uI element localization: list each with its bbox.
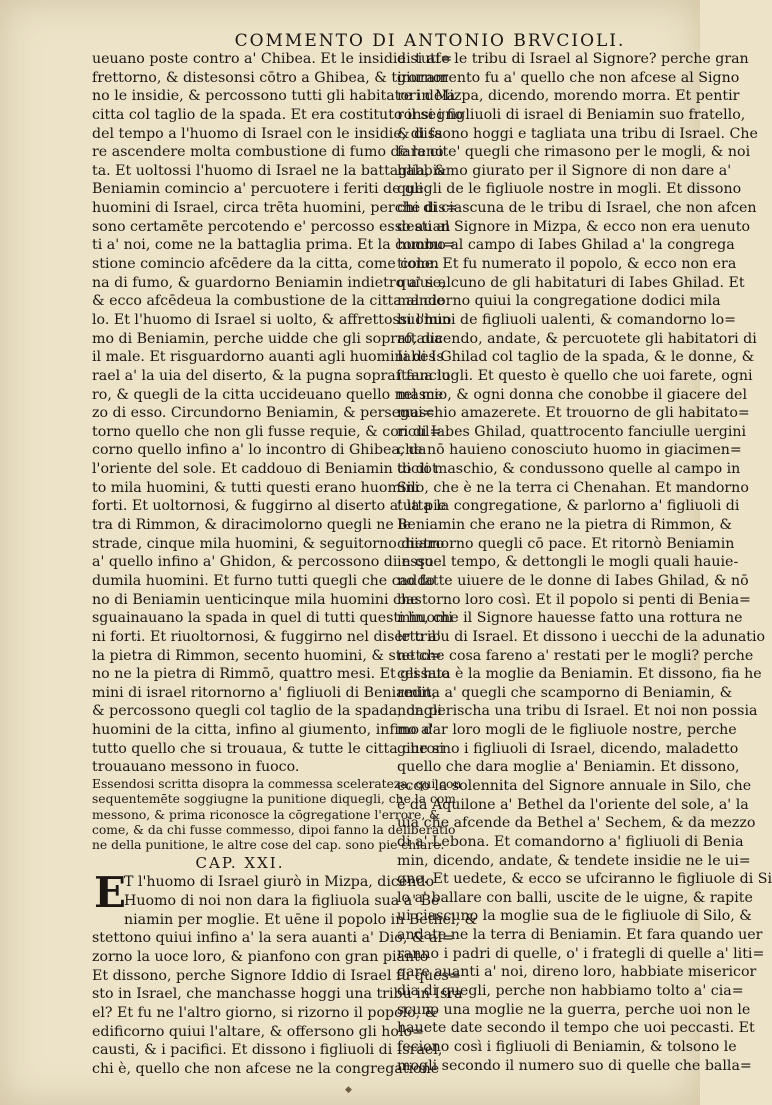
summary-line: sequentemēte soggiugne la punitione diquegli, che la com [92, 792, 456, 807]
text-line: la pietra di Rimmon, secento huomini, & stetto= [92, 647, 442, 664]
text-line: che nō hauieno conosciuto huomo in giacimen= [397, 442, 742, 459]
right-column-body [397, 50, 772, 1075]
text-line: quiui alcuno de gli habitaturi di Iabes Ghilad. Et [397, 274, 745, 291]
text-line: il male. Et risguardorno auanti agli huomini di Is [92, 349, 444, 366]
text-line: no fatte uiuere de le donne di Iabes Ghilad, & nō [397, 572, 749, 589]
text-line: sguainauano la spada in quel di tutti questi huomi [92, 610, 453, 627]
summary-line: Essendosi scritta disopra la commessa scelerateza, qui con [92, 776, 462, 791]
text-line: l'oriente del sole. Et caddouo di Beniamin diciot [92, 461, 438, 478]
text-line: uia che afcende da Bethel a' Sechem, & da mezzo [397, 815, 756, 832]
summary-line: ne della punitione, le altre cose del cap. sono pie chiare. [92, 838, 445, 853]
text-line: mogli secondo il numero suo di quelle che balla= [397, 1057, 752, 1074]
text-line: di tutte le tribu di Israel al Signore? perche gran [397, 51, 749, 67]
text-line: chiamorno quegli cō pace. Et ritornò Beniamin [397, 535, 735, 552]
text-line: Beniamin comincio a' percuotere i feriti de gli [92, 181, 424, 198]
text-line: giurorno i figliuoli di Israel, dicendo, maladetto [397, 740, 739, 757]
left-column-continuation [92, 929, 463, 1078]
text-line: non perischa una tribu di Israel. Et noi non possia [397, 703, 758, 720]
text-line: el? Et fu ne l'altro giorno, si rizorno il popolo, & [92, 1004, 438, 1021]
text-line: ne che cosa fareno a' restati per le mogli? perche [397, 647, 754, 664]
left-column [92, 50, 478, 1079]
chapter-opening-lines [124, 873, 478, 929]
text-line: sto in Israel, che manchasse hoggi una tribu in Isra [92, 986, 463, 1003]
summary-line: messono, & prima riconosce la cōgregatione l'errore, & [92, 807, 441, 822]
text-line: huomini de figliuoli ualenti, & comandorno lo= [397, 311, 737, 328]
text-line: giuramento fu a' quello che non afcese al Signo [397, 69, 740, 86]
text-line: mandorno quiui la congregatione dodici mila [397, 293, 721, 310]
text-line: lo. Et l'huomo di Israel si uolto, & affrettossi l'huo [92, 311, 452, 328]
text-line: dumila huomini. Et furno tutti quegli che caddo [92, 572, 435, 589]
text-line: quegli de le figliuole nostre in mogli. Et dissono [397, 181, 742, 198]
text-line: Iabes Ghilad col taglio de la spada, & le donne, & [397, 349, 755, 366]
text-line: bastorno loro così. Et il popolo si penti di Benia= [397, 591, 751, 608]
text-line: redita a' quegli che scamporno di Beniamin, & [397, 684, 733, 701]
text-line: Et dissono, perche Signore Iddio di Israel fu ques= [92, 967, 461, 984]
text-line: ui ciascuno la moglie sua de le figliuole di Silo, & [397, 908, 752, 925]
left-column-body [92, 50, 463, 777]
page-mark: ◆ [345, 1085, 352, 1095]
text-line: mo dar loro mogli de le figliuole nostre, perche [397, 722, 737, 739]
text-line: andate ne la terra di Beniamin. Et fara quando uer [397, 927, 763, 944]
chapter-opening [92, 868, 478, 929]
text-line: è da Aquilone a' Bethel da l'oriente del sole, a' la [397, 796, 749, 813]
text-line: ro, dicendo, andate, & percuotete gli habitatori di [397, 330, 757, 347]
text-line: ueuano poste contro a' Chibea. Et le insidie si af= [92, 51, 453, 67]
text-line: Beniamin che erano ne la pietra di Rimmon, & [397, 517, 733, 534]
text-line: corno quello infino a' lo incontro di Ghibea, da [92, 442, 427, 459]
text-line: & ecco afcēdeua la combustione de la citta al cie [92, 293, 445, 310]
text-line: a' quello infino a' Ghidon, & percossono di esso [92, 554, 434, 571]
text-line: mascio, & ogni donna che conobbe il giacere del [397, 386, 747, 403]
text-line: re in Mizpa, dicendo, morendo morra. Et pentir [397, 88, 740, 105]
text-line: hauete date secondo il tempo che uoi peccasti. Et [397, 1020, 755, 1037]
text-line: ri di Iabes Ghilad, quattrocento fanciulle uergini [397, 423, 747, 440]
text-line: ro, & quegli de la citta uccideuano quello nel me [92, 386, 444, 403]
text-line: to di maschio, & condussono quelle al campo in [397, 461, 741, 478]
chapter-heading: CAP. XXI. [195, 854, 285, 873]
text-line: causti, & i pacifici. Et dissono i figliuoli di Israel, [92, 1042, 443, 1059]
text-line: tutta la congregatione, & parlorno a' figliuoli di [397, 498, 740, 515]
text-line: zo di esso. Circundorno Beniamin, & persegui= [92, 405, 435, 422]
running-head: COMMENTO DI ANTONIO BRVCIOLI. [234, 31, 626, 51]
text-line: Huomo di noi non dara la figliuola sua a' Be [124, 893, 440, 910]
summary-line: come, & da chi fusse commesso, dipoi fanno la deliberatio [92, 822, 456, 837]
text-line: ni forti. Et riuoltornosi, & fuggirno nel diserto a' [92, 628, 441, 645]
text-line: ti a' noi, come ne la battaglia prima. Et la combu= [92, 237, 456, 254]
text-line: i fanciugli. Et questo è quello che uoi farete, ogni [397, 367, 753, 384]
text-line: quello che dara moglie a' Beniamin. Et dissono, [397, 759, 740, 776]
text-line: no di Beniamin uenticinque mila huomini che [92, 591, 419, 608]
text-line: ta. Et uoltossi l'huomo di Israel ne la battaglia, & [92, 162, 447, 179]
text-line: huomo al campo di Iabes Ghilad a' la congrega [397, 237, 735, 254]
text-line: T l'huomo di Israel giurò in Mizpa, dicendo [124, 874, 435, 891]
text-line: niamin per moglie. Et uēne il popolo in Bethel, & [124, 911, 478, 928]
text-line: to mila huomini, & tutti questi erano huomini [92, 479, 420, 496]
text-line: trouauano messono in fuoco. [92, 759, 300, 776]
text-line: cessata è la moglie da Beniamin. Et dissono, fia he [397, 666, 762, 683]
text-line: mini di israel ritornorno a' figliuoli di Beniamin, [92, 684, 437, 701]
text-line: ronsi i figliuoli di israel di Beniamin suo fratello, [397, 106, 746, 123]
text-line: na di fumo, & guardorno Beniamin indietro a' se, [92, 274, 446, 291]
text-line: in quel tempo, & dettongli le mogli quali hauie- [397, 554, 739, 571]
text-line: habbiamo giurato per il Signore di non dare a' [397, 162, 732, 179]
text-line: strade, cinque mila huomini, & seguitorno dietro [92, 535, 445, 552]
text-line: gare auanti a' noi, direno loro, habbiate misericor [397, 964, 757, 981]
text-line: maschio amazerete. Et trouorno de gli habitato= [397, 405, 750, 422]
text-line: edificorno quiui l'altare, & offersono gli holo= [92, 1023, 424, 1040]
text-line: le tribu di Israel. Et dissono i uecchi de la adunatio [397, 628, 766, 645]
text-line: frettorno, & distesonsi cōtro a Ghibea, & tirornor [92, 69, 449, 86]
text-line: tra di Rimmon, & diracimolorno quegli ne le [92, 517, 412, 534]
text-line: dia di quegli, perche non habbiamo tolto a' cia= [397, 983, 744, 1000]
text-line: tione. Et fu numerato il popolo, & ecco non era [397, 256, 737, 273]
text-line: min, che il Signore hauesse fatto una rottura ne [397, 610, 743, 627]
text-line: ecco la solennita del Signore annuale in Silo, che [397, 777, 752, 794]
text-line: chi è, quello che non afcese ne la congregatione [92, 1060, 440, 1077]
text-line: sono certamēte percotendo e' percosso esso auan [92, 218, 451, 235]
text-line: del tempo a l'huomo di Israel con le insidie, di fa [92, 125, 443, 142]
text-line: & percossono quegli col taglio de la spada, dagli [92, 703, 442, 720]
text-line: gne. Et uedete, & ecco se ufciranno le figliuole di Si [397, 871, 772, 888]
text-line: torno quello che non gli fusse requie, & concul= [92, 423, 442, 440]
text-line: & dissono hoggi e tagliata una tribu di Israel. Che [397, 125, 758, 142]
text-line: stione comincio afcēdere da la citta, come colon [92, 256, 439, 273]
text-line: feciono così i figliuoli di Beniamin, & tolsono le [397, 1038, 737, 1055]
drop-cap-letter: E [94, 868, 127, 918]
text-line: mo di Beniamin, perche uidde che gli sopraftaua [92, 330, 443, 347]
text-line: ranno i padri di quelle, o' i frategli di quelle a' liti= [397, 945, 765, 962]
chapter-summary [92, 776, 462, 853]
text-line: lo a' ballare con balli, uscite de le uigne, & rapite [397, 889, 753, 906]
text-line: re ascendere molta combustione di fumo de la cit [92, 144, 449, 161]
text-line: huomini di Israel, circa trēta huomini, perche dis= [92, 200, 458, 217]
right-column [397, 50, 772, 1075]
text-line: fareno e' quegli che rimasono per le mogli, & noi [397, 144, 751, 161]
text-line: zorno la uoce loro, & pianfono con gran pianto [92, 949, 429, 966]
text-line: scuno una moglie ne la guerra, perche uoi non le [397, 1001, 751, 1018]
text-line: chi di ciascuna de le tribu di Israel, che non afcen [397, 200, 757, 217]
text-line: no le insidie, & percossono tutti gli habitatori dela [92, 88, 456, 105]
text-line: Silo, che è ne la terra ci Chenahan. Et mandorno [397, 479, 749, 496]
text-line: di a' Lebona. Et comandorno a' figliuoli di Benia [397, 833, 744, 850]
text-line: tutto quello che si trouaua, & tutte le citta che si [92, 740, 444, 757]
text-line: huomini de la citta, infino al giumento, infino a' [92, 722, 434, 739]
text-line: forti. Et uoltornosi, & fuggirno al diserto a' la pie [92, 498, 447, 515]
text-line: min, dicendo, andate, & tendete insidie ne le ui= [397, 852, 751, 869]
text-line: no ne la pietra di Rimmō, quattro mesi. Et gli huo [92, 666, 450, 683]
text-line: stettono quiui infino a' la sera auanti a' Dio, & al= [92, 930, 454, 947]
text-line: rael a' la uia del diserto, & la pugna sopraftaua lo [92, 367, 451, 384]
text-line: desti al Signore in Mizpa, & ecco non era uenuto [397, 218, 751, 235]
text-line: citta col taglio de la spada. Et era costituto il segno [92, 106, 463, 123]
